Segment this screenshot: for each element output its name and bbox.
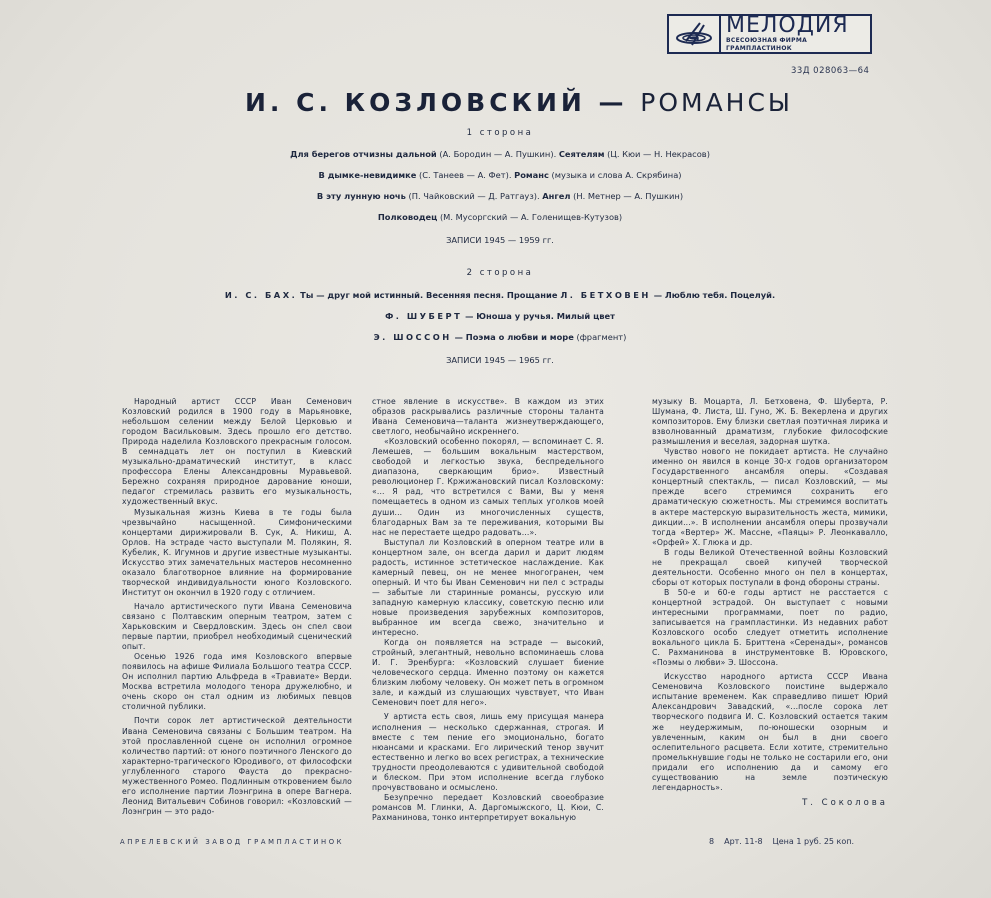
melodiya-logo [667, 14, 872, 54]
author-signature: Т. Соколова [802, 797, 888, 808]
catalog-number: 33Д 028063—64 [791, 66, 870, 76]
track-title: — Юноша у ручья. Милый цвет [462, 311, 615, 321]
track-credits: (Ц. Кюи — Н. Некрасов) [604, 149, 710, 159]
track-title: Полководец [377, 212, 438, 222]
composer-name: Э. ШОССОН [373, 332, 452, 342]
track-credits: (П. Чайковский — Д. Ратгауз). [405, 191, 543, 201]
track-title: — Поэма о любви и море [451, 332, 574, 342]
notes-paragraph: Начало артистического пути Ивана Семеновича связано с Полтавским оперным театром, затем с Харьковским и Свердловским. Здесь он спел свои первые партии, приобрел необходимый сценический опыт. [122, 601, 352, 652]
track-title: Сеятелям [558, 149, 605, 159]
track-credits: (Н. Метнер — А. Пушкин) [570, 191, 684, 201]
logo-name: МЕЛОДИЯ [726, 13, 849, 38]
track-title: Романс [514, 170, 549, 180]
side2-line-3 [180, 332, 820, 342]
track-credits: (фрагмент) [573, 332, 627, 342]
side2-line-1 [180, 290, 820, 300]
side2-line-2 [180, 311, 820, 321]
notes-paragraph: Народный артист СССР Иван Семенович Козловский родился в 1900 году в Марьяновке, небольшом селении между Белой Церковью и городом Васильковым. Здесь прошло его детство. Природа наделила Козловского прекрасным голосом. В семнадцать лет он поступил в Киевский музыкально-драматический институт, в класс профессора Елены Александровны Муравьевой. Бережно сохраняя природное дарование юноши, педагог стремилась развить его музыкальность, художественный вкус. [122, 397, 352, 507]
side1-line-3 [180, 191, 820, 201]
composer-name: Ф. ШУБЕРТ [385, 311, 463, 321]
track-credits: (А. Бородин — А. Пушкин). [436, 149, 559, 159]
track-title: Для берегов отчизны дальной [290, 149, 437, 159]
notes-paragraph: «Козловский особенно покорял, — вспоминает С. Я. Лемешев, — большим вокальным мастерством, свободой и легкостью звука, беспредельного диапазона, сверкающим брио». Известный революционер Г. Кржижановский писал Козловскому: «... Я рад, что встретился с Вами, Вы у меня помещаетесь в одном из самых теплых уголков моей души... Один из многочисленных существ, благодарных Вам за те переживания, которыми Вы нас не перестаете щедро радовать...». [372, 437, 604, 537]
side1-line-4 [180, 212, 820, 222]
track-title: Ты — друг мой истинный. Весенняя песня. Прощание [297, 290, 561, 300]
logo-subtitle: ВСЕСОЮЗНАЯ ФИРМА ГРАМПЛАСТИНОК [726, 37, 808, 52]
notes-paragraph: В годы Великой Отечественной войны Козловский не прекращал своей кипучей творческой деятельности. Особенно много он пел в концертах, сборы от которых поступали в фонд обороны страны. [652, 547, 888, 587]
album-title [245, 88, 793, 117]
manufacturer: АПРЕЛЕВСКИЙ ЗАВОД ГРАМПЛАСТИНОК [120, 838, 345, 846]
side1-tracklist [180, 128, 820, 245]
track-title: Ангел [542, 191, 571, 201]
notes-column-3 [652, 397, 888, 808]
track-credits: (М. Мусоргский — А. Голенищев-Кутузов) [437, 212, 623, 222]
notes-column-1 [122, 397, 352, 817]
title-dash: — [585, 88, 641, 117]
track-credits: (С. Танеев — А. Фет). [416, 170, 515, 180]
artist-name: И. С. КОЗЛОВСКИЙ [245, 88, 586, 117]
price: Цена 1 руб. 25 коп. [772, 837, 855, 846]
notes-paragraph: Музыкальная жизнь Киева в те годы была чрезвычайно насыщенной. Симфоническими концертами дирижировали В. Сук, А. Никиш, А. Орлов. На эстраде часто выступали М. Полякин, Я. Кубелик, К. Игумнов и другие известные музыканты. Искусство этих замечательных мастеров несомненно оказало благотворное влияние на формирование творческой индивидуальности юного Козловского. Институт он окончил в 1920 году с отличием. [122, 507, 352, 597]
notes-paragraph: Когда он появляется на эстраде — высокий, стройный, элегантный, невольно вспоминаешь слова И. Г. Эренбурга: «Козловский слушает биение человеческого сердца. Именно поэтому он кажется близким любому человеку. Он может петь в огромном зале, и каждый из слушающих чувствует, что Иван Семенович поет для него». [372, 638, 604, 708]
notes-paragraph: Выступал ли Козловский в оперном театре или в концертном зале, он всегда дарил и дарит людям радость, истинное эстетическое наслаждение. Как камерный певец, он не менее многогранен, чем оперный. И что бы Иван Семенович ни пел с эстрады — забытые ли старинные романсы, русскую или западную камерную классику, советскую песню или новые произведения зарубежных композиторов, выбранное им всегда свежо, значительно и интересно. [372, 537, 604, 638]
notes-paragraph: Безупречно передает Козловский своеобразие романсов М. Глинки, А. Даргомыжского, Ц. Кюи, С. Рахманинова, тонко интерпретирует вокальную [372, 792, 604, 822]
notes-paragraph: стное явление в искусстве». В каждом из этих образов раскрывались различные стороны таланта Ивана Семеновича—таланта жизнеутверждающего, светлого, необычайно искреннего. [372, 397, 604, 437]
composer-name: И. С. БАХ. [224, 290, 298, 300]
notes-paragraph: Искусство народного артиста СССР Ивана Семеновича Козловского поистине выдержало испытание временем. Как справедливо пишет Юрий Александрович Завадский, «...после сорока лет творческого подвига И. С. Козловский остается таким же неудержимым, по-юношески озорным и увлеченным, каким он был в дни своего ослепительного расцвета. Если хотите, стремительно промелькнувшие годы не только не состарили его, они придали его исполнению да и самому его существованию на земле поэтическую легендарность». [652, 672, 888, 792]
side1-label: 1 сторона [466, 128, 534, 138]
notes-paragraph: Почти сорок лет артистической деятельности Ивана Семеновича связаны с Большим театром. На этой прославленной сцене он исполнил огромное количество партий: от юного поэтичного Ленского до характерно-трагического Юродивого, от философски углубленного старого Фауста до прекрасно-мужественного Ромео. Подлинным откровением было его исполнение партии Лоэнгрина в опере Вагнера. Леонид Витальевич Собинов говорил: «Козловский — Лоэнгрин — это радо- [122, 716, 352, 816]
price-info [709, 837, 864, 846]
notes-paragraph: Осенью 1926 года имя Козловского впервые появилось на афише Филиала Большого театра СССР. Он исполнил партию Альфреда в «Травиате» Верди. Москва встретила молодого тенора дружелюбно, и очень скоро он стал одним из любимых певцов столичной публики. [122, 652, 352, 712]
notes-paragraph: Чувство нового не покидает артиста. Не случайно именно он явился в конце 30-х годов организатором Государственного ансамбля оперы. «Создавая концертный спектакль, — писал Козловский, — мы прежде всего стремимся сохранить его драматическую сюжетность. Мы стремимся воспитать в актере мастерскую выразительность жеста, мимики, дикции...». В исполнении ансамбля оперы прозвучали тогда «Вертер» Ж. Массне, «Паяцы» Р. Леонкавалло, «Орфей» Х. Глюка и др. [652, 447, 888, 547]
article-number: Арт. 11-8 [724, 837, 763, 846]
print-number: 8 [709, 837, 715, 846]
side2-recordings: ЗАПИСИ 1945 — 1965 гг. [446, 355, 554, 365]
notes-paragraph: музыку В. Моцарта, Л. Бетховена, Ф. Шуберта, Р. Шумана, Ф. Листа, Ш. Гуно, Ж. Б. Векерлена и других композиторов. Ему близки светлая поэтичная лирика и взволнованный драматизм, глубокие философские размышления и веселая, задорная шутка. [652, 397, 888, 447]
notes-paragraph: В 50-е и 60-е годы артист не расстается с концертной эстрадой. Он выступает с новыми интересными программами, поет по радио, записывается на грампластинки. Из недавних работ Козловского особо следует отметить исполнение вокального цикла Б. Бриттена «Серенады», романсов С. Рахманинова в инструментовке В. Юровского, «Поэмы о любви» Э. Шоссона. [652, 587, 888, 668]
track-title: В дымке-невидимке [318, 170, 417, 180]
composer-name: Л. БЕТХОВЕН [560, 290, 651, 300]
notes-column-2 [372, 397, 604, 823]
side1-recordings: ЗАПИСИ 1945 — 1959 гг. [446, 235, 554, 245]
side1-line-1 [180, 149, 820, 159]
side2-tracklist [180, 268, 820, 365]
album-name: РОМАНСЫ [640, 88, 793, 117]
notes-paragraph: У артиста есть своя, лишь ему присущая манера исполнения — несколько сдержанная, строгая. И вместе с тем пение его эмоционально, богато нюансами и красками. Его лирический тенор звучит естественно и легко во всех регистрах, а технические трудности преодолеваются с удивительной свободой и блеском. При этом исполнение всегда глубоко прочувствовано и осмыслено. [372, 712, 604, 792]
melodiya-record-icon [669, 16, 721, 52]
track-title: В эту лунную ночь [316, 191, 406, 201]
side2-label: 2 сторона [466, 268, 534, 278]
side1-line-2 [180, 170, 820, 180]
track-title: — Люблю тебя. Поцелуй. [650, 290, 776, 300]
track-credits: (музыка и слова А. Скрябина) [548, 170, 682, 180]
